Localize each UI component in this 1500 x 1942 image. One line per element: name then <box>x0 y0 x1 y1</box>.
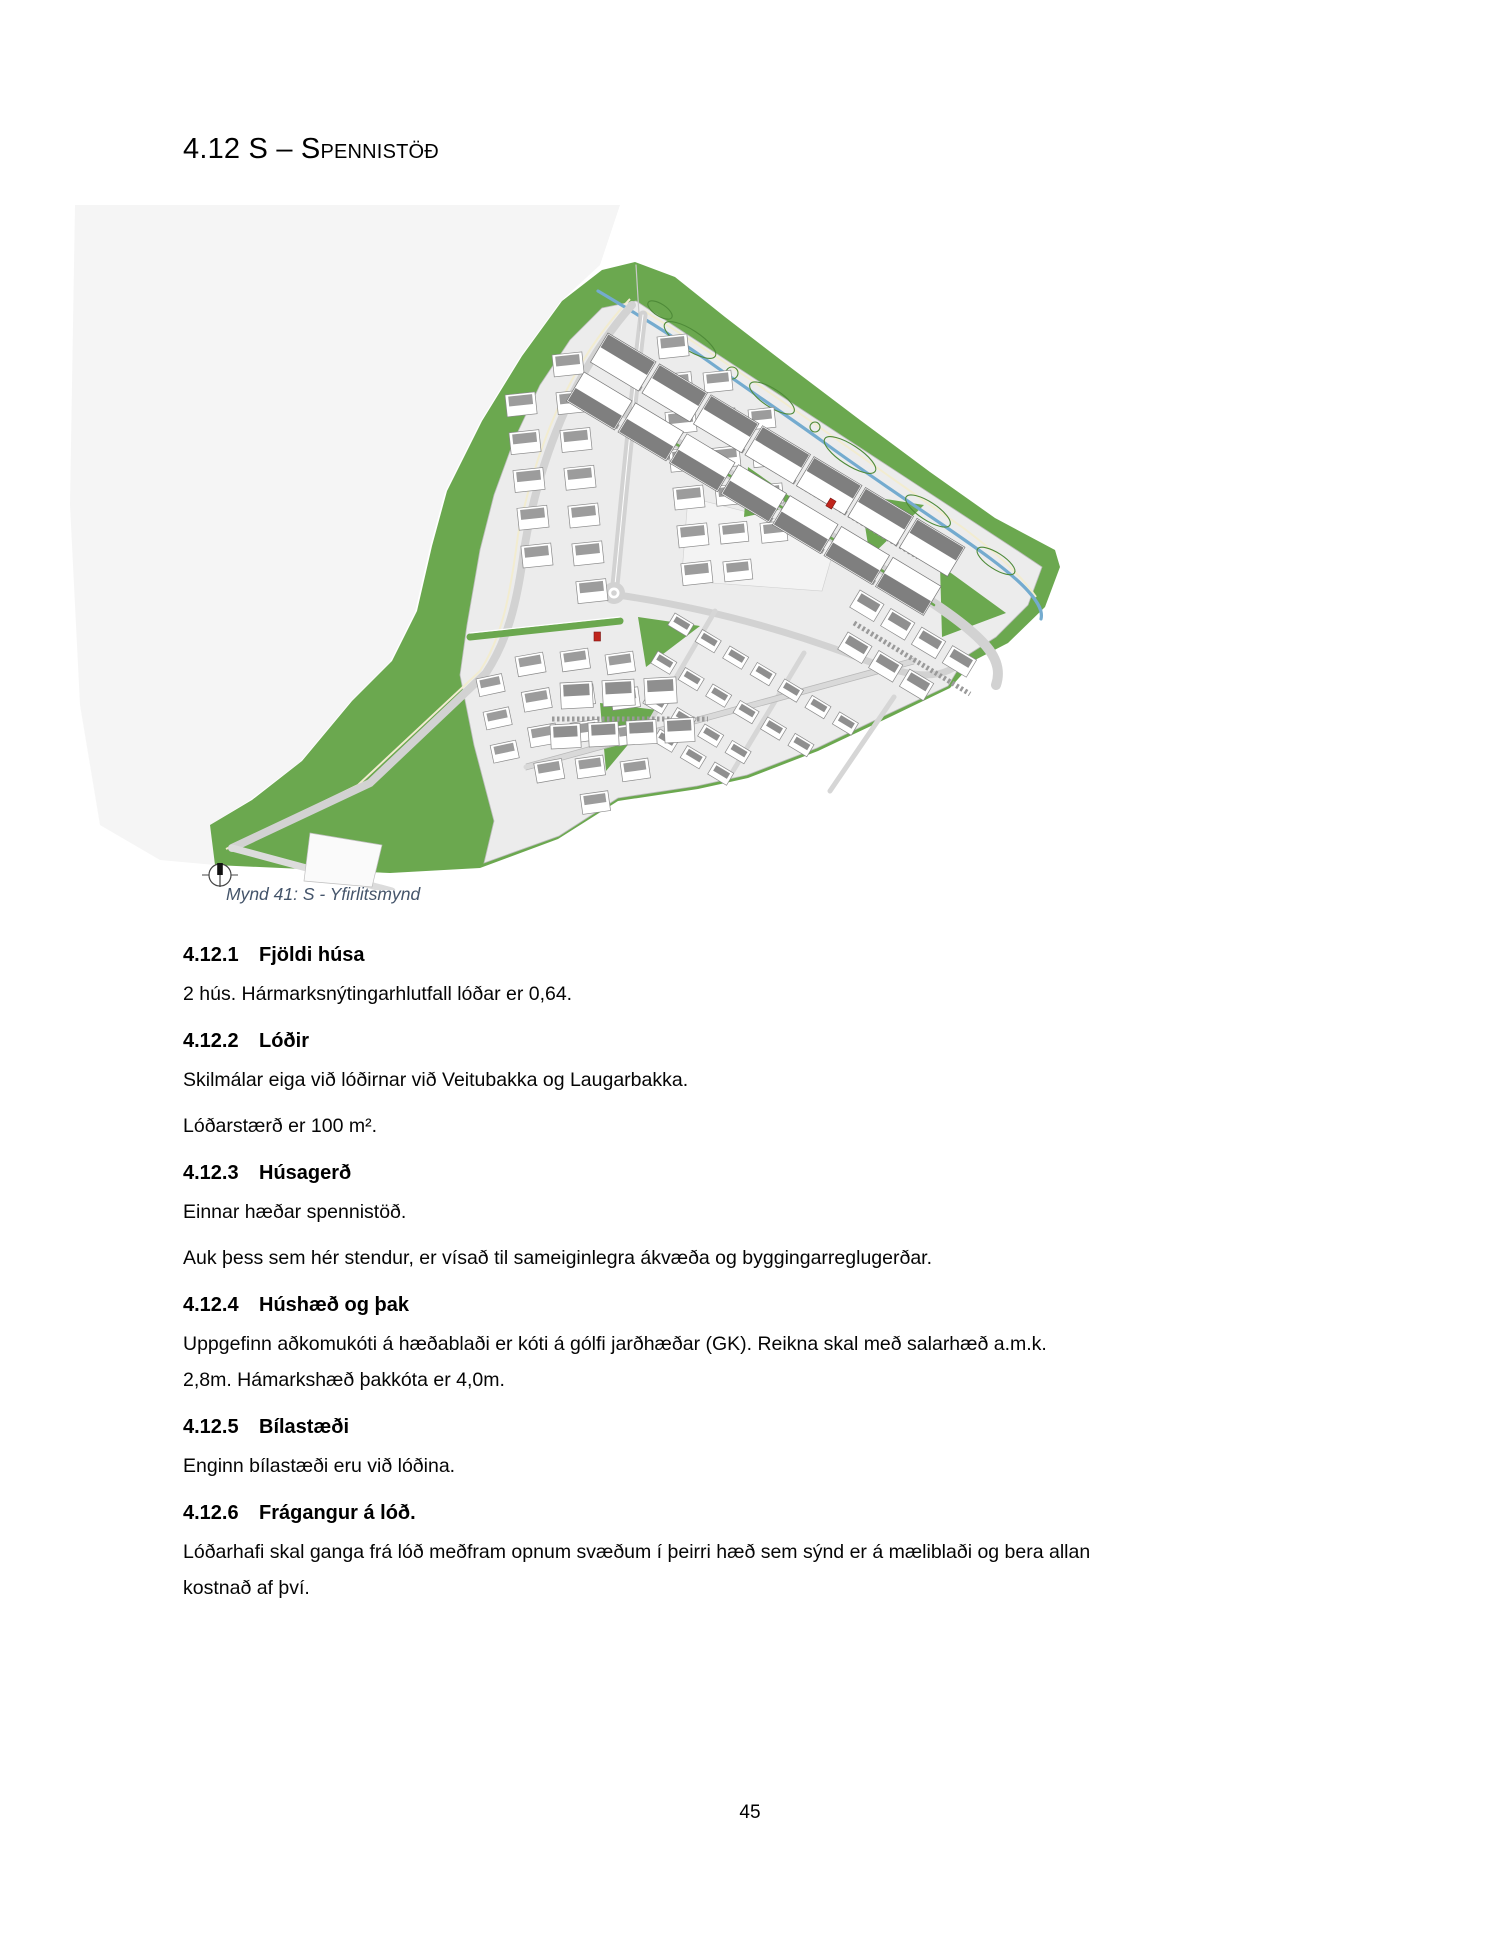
section-heading <box>183 1500 1333 1526</box>
section-number-main: 4.12 <box>183 133 241 165</box>
section <box>183 1500 1333 1606</box>
section-paragraph: Skilmálar eiga við lóðirnar við Veitubakka og Laugarbakka. <box>183 1069 689 1091</box>
section-heading <box>183 1292 1333 1318</box>
site-plan-map <box>60 205 1150 890</box>
section-number: 4.12.6 <box>183 1502 239 1524</box>
section-paragraph: Auk þess sem hér stendur, er vísað til sameiginlegra ákvæða og byggingarreglugerðar. <box>183 1247 932 1269</box>
section-number: 4.12.3 <box>183 1162 239 1184</box>
section-paragraph: 2 hús. Hármarksnýtingarhlutfall lóðar er 0,64. <box>183 983 573 1005</box>
section-title: Frágangur á lóð. <box>259 1502 416 1524</box>
section-number: 4.12.5 <box>183 1416 239 1438</box>
section <box>183 942 1333 1012</box>
section <box>183 1160 1333 1276</box>
section-paragraph: Lóðarstærð er 100 m². <box>183 1115 378 1137</box>
section-number: 4.12.4 <box>183 1294 239 1316</box>
section-title: Húsagerð <box>259 1162 352 1184</box>
site-plan-figure <box>60 205 1150 890</box>
section-heading <box>183 1028 1333 1054</box>
section-paragraph: Einnar hæðar spennistöð. <box>183 1201 407 1223</box>
section <box>183 1414 1333 1484</box>
section-heading <box>183 1160 1333 1186</box>
section-heading <box>183 1414 1333 1440</box>
figure-caption: Mynd 41: S - Yfirlitsmynd <box>226 884 421 904</box>
section-paragraph: Uppgefinn aðkomukóti á hæðablaði er kóti á gólfi jarðhæðar (GK). Reikna skal með salarhæð a.m.k. 2,8m. Hámarkshæð þakkóta er 4,0m. <box>183 1333 1047 1391</box>
section-title: Húshæð og þak <box>259 1294 410 1316</box>
section-title-main: S – Spennistöð <box>248 133 439 165</box>
section-title: Lóðir <box>259 1030 309 1052</box>
page-title <box>183 133 439 166</box>
section-number: 4.12.2 <box>183 1030 239 1052</box>
section-title: Bílastæði <box>259 1416 350 1438</box>
spennistod-marker-2 <box>594 632 601 641</box>
section-number: 4.12.1 <box>183 944 239 966</box>
section <box>183 1292 1333 1398</box>
section-title: Fjöldi húsa <box>259 944 365 966</box>
section <box>183 1028 1333 1144</box>
section-heading <box>183 942 1333 968</box>
section-paragraph: Lóðarhafi skal ganga frá lóð meðfram opnum svæðum í þeirri hæð sem sýnd er á mæliblaði og bera allan kostnað af því. <box>183 1541 1091 1599</box>
page-number: 45 <box>739 1802 761 1823</box>
sections-container <box>183 942 1333 1616</box>
section-paragraph: Enginn bílastæði eru við lóðina. <box>183 1455 456 1477</box>
